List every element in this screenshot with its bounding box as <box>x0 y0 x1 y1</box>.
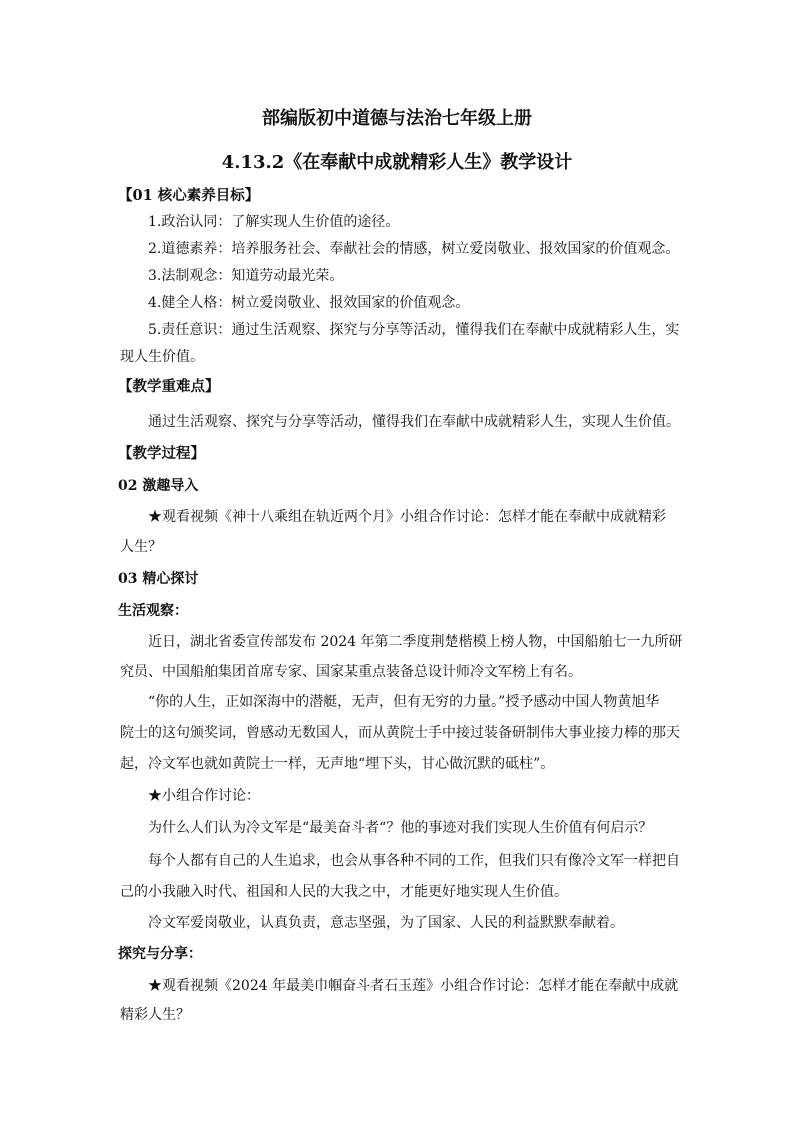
key-points-text: 通过生活观察、探究与分享等活动，懂得我们在奉献中成就精彩人生，实现人生价值。 <box>148 414 680 430</box>
section-heading-objectives: 【01 核心素养目标】 <box>118 187 260 204</box>
life-observation-heading: 生活观察： <box>118 603 188 619</box>
explore-share-heading: 探究与分享： <box>118 946 202 962</box>
paragraph-line: 为什么人们认为冷文军是“最美奋斗者“？他的事迹对我们实现人生价值有何启示？ <box>148 820 653 836</box>
paragraph-line: 己的小我融入时代、祖国和人民的大我之中，才能更好地实现人生价值。 <box>120 884 568 900</box>
objective-item: 4.健全人格：树立爱岗敬业、报效国家的价值观念。 <box>148 295 470 311</box>
objective-item: 5.责任意识：通过生活观察、探究与分享等活动，懂得我们在奉献中成就精彩人生，实 <box>148 322 680 338</box>
group-discussion-label: ★小组合作讨论： <box>148 788 260 804</box>
paragraph-line: 精彩人生？ <box>120 1007 190 1023</box>
section-heading-key-points: 【教学重难点】 <box>118 378 220 395</box>
document-title: 部编版初中道德与法治七年级上册 <box>262 108 532 129</box>
paragraph-line: 冷文军爱岗敬业，认真负责，意志坚强，为了国家、人民的利益默默奉献着。 <box>148 915 624 931</box>
paragraph-line: “你的人生，正如深海中的潜艇，无声，但有无穷的力量。”授予感动中国人物黄旭华 <box>148 694 660 710</box>
paragraph-line: 近日，湖北省委宣传部发布 2024 年第二季度荆楚楷模上榜人物，中国船舶七一九所研 <box>148 634 683 650</box>
part-heading-intro: 02 激趣导入 <box>118 478 199 494</box>
paragraph-line: 起，冷文军也就如黄院士一样，无声地“埋下头，甘心做沉默的砥柱”。 <box>120 756 555 772</box>
objective-item: 2.道德素养：培养服务社会、奉献社会的情感，树立爱岗敬业、报效国家的价值观念。 <box>148 241 680 257</box>
section-heading-process: 【教学过程】 <box>118 445 205 462</box>
paragraph-line: 究员、中国船舶集团首席专家、国家某重点装备总设计师冷文军榜上有名。 <box>120 664 582 680</box>
paragraph-line: 每个人都有自己的人生追求，也会从事各种不同的工作，但我们只有像冷文军一样把自 <box>148 853 680 869</box>
objective-item-continuation: 现人生价值。 <box>120 349 204 365</box>
objective-item: 1.政治认同：了解实现人生价值的途径。 <box>148 214 400 230</box>
intro-text-continuation: 人生？ <box>120 539 162 555</box>
paragraph-line: 院士的这句颁奖词，曾感动无数国人，而从黄院士手中接过装备研制伟大事业接力棒的那天 <box>120 725 680 741</box>
part-heading-explore: 03 精心探讨 <box>118 571 199 587</box>
intro-text: ★观看视频《神十八乘组在轨近两个月》小组合作讨论：怎样才能在奉献中成就精彩 <box>148 509 666 525</box>
objective-item: 3.法制观念：知道劳动最光荣。 <box>148 268 344 284</box>
paragraph-line: ★观看视频《2024 年最美巾帼奋斗者石玉莲》小组合作讨论：怎样才能在奉献中成就 <box>148 978 679 994</box>
document-subtitle: 4.13.2《在奉献中成就精彩人生》教学设计 <box>221 152 573 173</box>
